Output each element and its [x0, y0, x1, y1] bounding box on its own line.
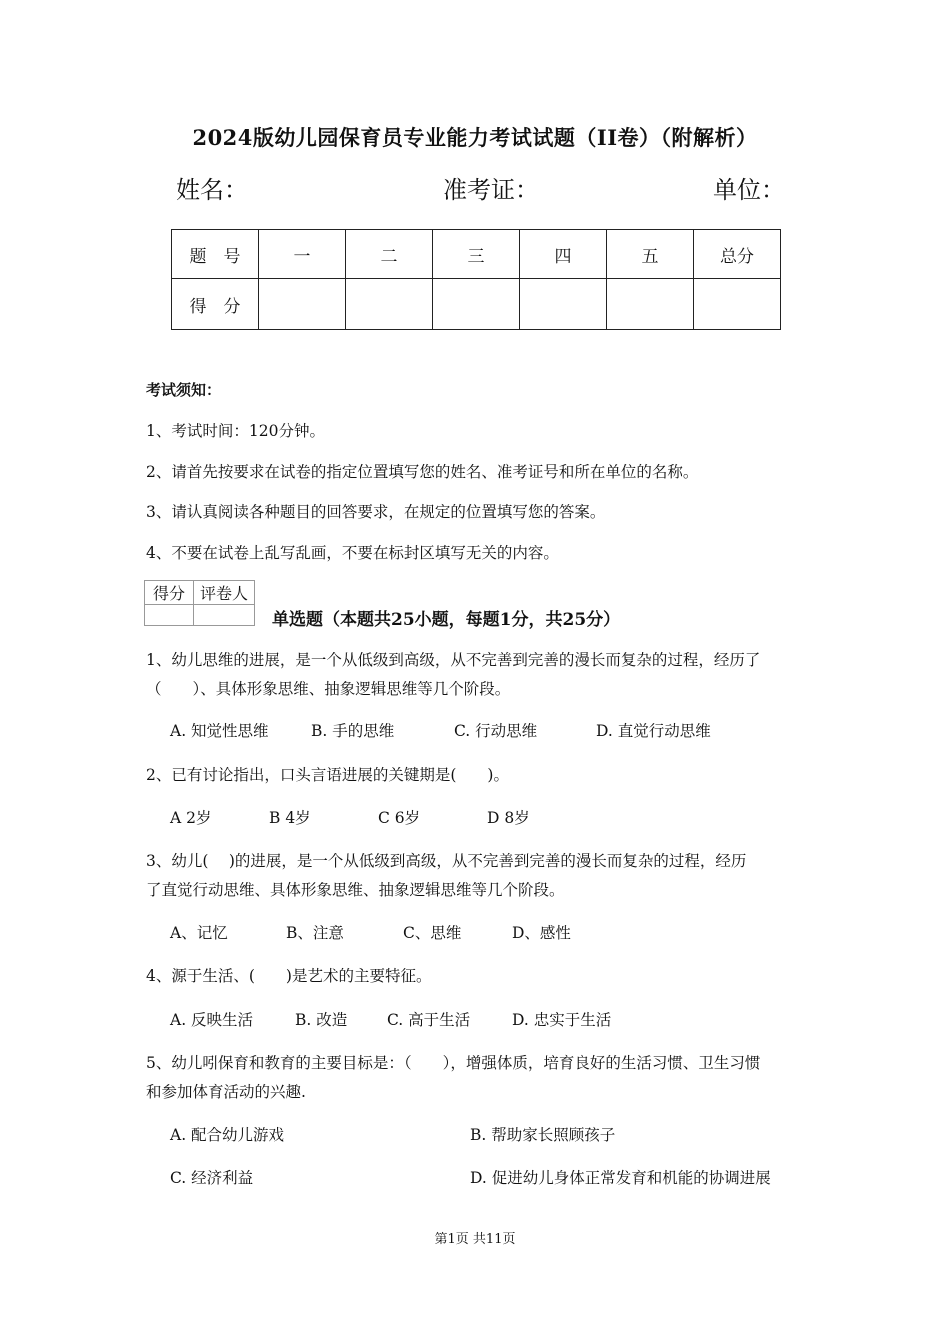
score-cell-2[interactable] — [346, 279, 433, 330]
name-label: 姓名： — [176, 176, 248, 204]
score-header-3: 三 — [433, 230, 520, 279]
score-row-label: 得 分 — [172, 279, 259, 330]
score-header-4: 四 — [520, 230, 607, 279]
question-text: （ ）、具体形象思维、抽象逻辑思维等几个阶段。 — [146, 680, 511, 698]
notice-heading: 考试须知： — [146, 381, 222, 399]
question-text: 了直觉行动思维、具体形象思维、抽象逻辑思维等几个阶段。 — [146, 881, 565, 899]
notice-item: 1、考试时间：120分钟。 — [146, 422, 325, 440]
score-header-total: 总分 — [694, 230, 781, 279]
option-a[interactable]: A. 知觉性思维 — [170, 722, 269, 740]
score-table — [171, 229, 781, 330]
notice-item: 3、请认真阅读各种题目的回答要求，在规定的位置填写您的答案。 — [146, 503, 606, 521]
score-header-label: 题 号 — [172, 230, 259, 279]
score-cell-1[interactable] — [259, 279, 346, 330]
option-d[interactable]: D. 直觉行动思维 — [596, 722, 711, 740]
score-table-value-row — [172, 279, 781, 330]
question-text: 1、幼儿思维的进展，是一个从低级到高级，从不完善到完善的漫长而复杂的过程，经历了 — [146, 651, 761, 669]
option-d[interactable]: D 8岁 — [487, 809, 530, 827]
question-text: 4、源于生活、( )是艺术的主要特征。 — [146, 967, 432, 985]
option-a[interactable]: A、记忆 — [170, 924, 228, 942]
option-b[interactable]: B. 手的思维 — [311, 722, 395, 740]
notice-item: 2、请首先按要求在试卷的指定位置填写您的姓名、准考证号和所在单位的名称。 — [146, 463, 699, 481]
exam-number-label: 准考证： — [443, 176, 539, 204]
score-header-5: 五 — [607, 230, 694, 279]
score-header-2: 二 — [346, 230, 433, 279]
reviewer-name-cell[interactable] — [194, 605, 255, 626]
question-text: 3、幼儿( )的进展，是一个从低级到高级，从不完善到完善的漫长而复杂的过程，经历 — [146, 852, 747, 870]
option-a[interactable]: A 2岁 — [170, 809, 212, 827]
section-title: 单选题（本题共25小题，每题1分，共25分） — [272, 610, 621, 630]
reviewer-score-label: 得分 — [145, 581, 194, 605]
score-cell-5[interactable] — [607, 279, 694, 330]
score-cell-total[interactable] — [694, 279, 781, 330]
question-text: 和参加体育活动的兴趣. — [146, 1083, 306, 1101]
unit-label: 单位： — [713, 176, 785, 204]
reviewer-score-cell[interactable] — [145, 605, 194, 626]
reviewer-box — [144, 580, 255, 626]
reviewer-name-label: 评卷人 — [194, 581, 255, 605]
option-b[interactable]: B. 帮助家长照顾孩子 — [470, 1126, 616, 1144]
page-title: 2024版幼儿园保育员专业能力考试试题（II卷）（附解析） — [192, 125, 758, 150]
option-c[interactable]: C、思维 — [403, 924, 462, 942]
score-cell-3[interactable] — [433, 279, 520, 330]
option-d[interactable]: D. 促进幼儿身体正常发育和机能的协调进展 — [470, 1169, 771, 1187]
option-c[interactable]: C. 行动思维 — [454, 722, 538, 740]
option-c[interactable]: C. 高于生活 — [387, 1011, 471, 1029]
option-d[interactable]: D、感性 — [512, 924, 571, 942]
option-c[interactable]: C 6岁 — [378, 809, 421, 827]
page-footer: 第1页 共11页 — [434, 1232, 516, 1247]
score-table-header-row — [172, 230, 781, 279]
option-c[interactable]: C. 经济利益 — [170, 1169, 254, 1187]
option-b[interactable]: B. 改造 — [295, 1011, 348, 1029]
option-a[interactable]: A. 反映生活 — [170, 1011, 254, 1029]
option-a[interactable]: A. 配合幼儿游戏 — [170, 1126, 285, 1144]
question-text: 2、已有讨论指出，口头言语进展的关键期是( )。 — [146, 766, 509, 784]
question-text: 5、幼儿吲保育和教育的主要目标是：（ ），增强体质，培育良好的生活习惯、卫生习惯 — [146, 1054, 761, 1072]
score-header-1: 一 — [259, 230, 346, 279]
notice-item: 4、不要在试卷上乱写乱画，不要在标封区填写无关的内容。 — [146, 544, 559, 562]
option-b[interactable]: B、注意 — [286, 924, 344, 942]
score-cell-4[interactable] — [520, 279, 607, 330]
option-d[interactable]: D. 忠实于生活 — [512, 1011, 612, 1029]
option-b[interactable]: B 4岁 — [269, 809, 311, 827]
